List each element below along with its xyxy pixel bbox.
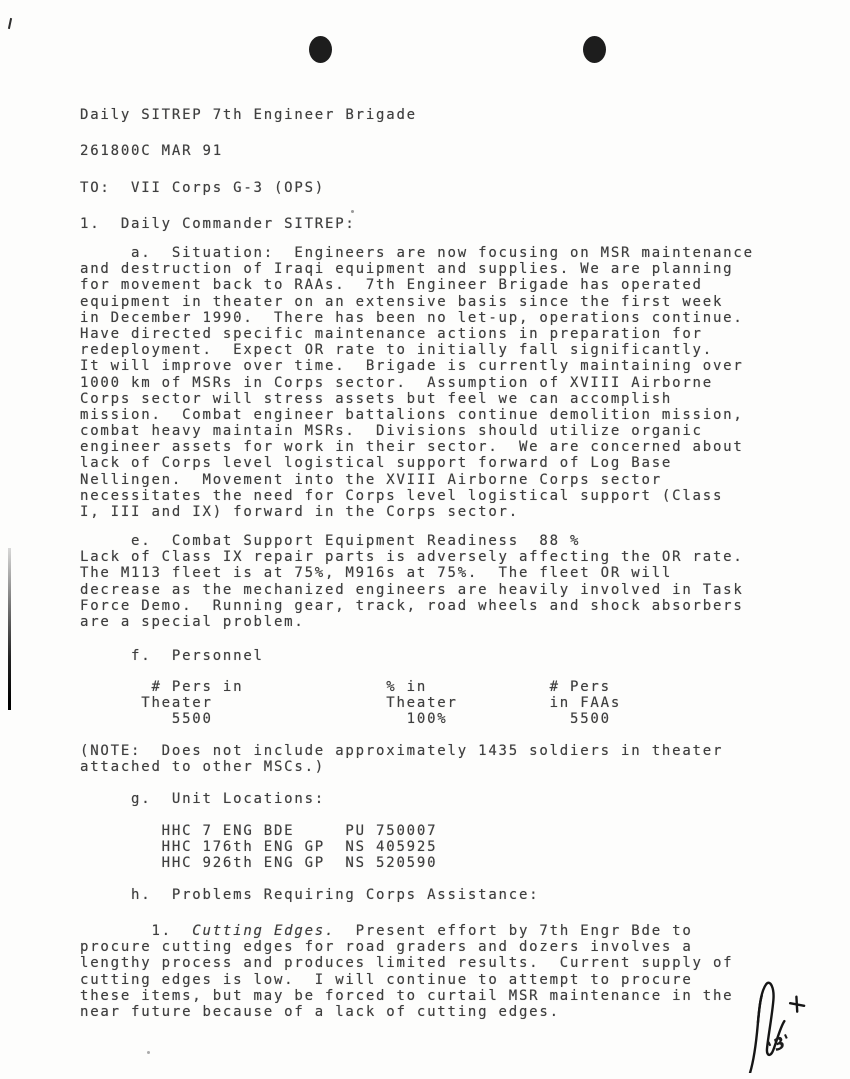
document-line: 5500 100% 5500 (80, 711, 611, 728)
block-para-f-personnel-heading (80, 648, 264, 664)
block-personnel-table (80, 679, 621, 728)
document-line: Lack of Class IX repair parts is adversely affecting the OR rate. (80, 549, 744, 566)
block-personnel-note (80, 743, 723, 775)
document-line: cutting edges is low. I will continue to attempt to procure (80, 971, 693, 988)
document-line: are a special problem. (80, 613, 305, 630)
document-line: lengthy process and produces limited results. Current supply of (80, 955, 734, 972)
document-line: The M113 fleet is at 75%, M916s at 75%. The fleet OR will (80, 565, 673, 582)
document-line: HHC 926th ENG GP NS 520590 (80, 855, 438, 872)
block-date-time-group (80, 143, 223, 159)
document-line: decrease as the mechanized engineers are heavily involved in Task (80, 581, 744, 598)
document-line: and destruction of Iraqi equipment and supplies. We are planning (80, 261, 734, 278)
document-line: lack of Corps level logistical support forward of Log Base (80, 455, 673, 472)
document-line: in December 1990. There has been no let-up, operations continue. (80, 309, 744, 326)
block-para-h1-cutting-edges (80, 923, 733, 1020)
document-line: a. Situation: Engineers are now focusing on MSR maintenance (80, 245, 754, 261)
document-line: for movement back to RAAs. 7th Engineer Brigade has operated (80, 277, 703, 294)
document-line: HHC 7 ENG BDE PU 750007 (80, 823, 438, 839)
block-addressee (80, 180, 325, 196)
document-line: Nellingen. Movement into the XVIII Airborne Corps sector (80, 471, 662, 488)
document-line: Force Demo. Running gear, track, road wheels and shock absorbers (80, 597, 744, 614)
document-line: Theater Theater in FAAs (80, 695, 622, 712)
punch-hole-left (309, 36, 332, 63)
block-para-a-situation (80, 245, 754, 520)
document-line: I, III and IX) forward in the Corps sector. (80, 504, 519, 520)
document-line: 1. Cutting Edges. Present effort by 7th Engr Bde to (80, 923, 693, 939)
document-line: e. Combat Support Equipment Readiness 88 % (80, 533, 581, 549)
document-line: f. Personnel (80, 648, 264, 664)
document-line: these items, but may be forced to curtail MSR maintenance in the (80, 987, 734, 1004)
document-line: redeployment. Expect OR rate to initially fall significantly. (80, 342, 713, 359)
block-title (80, 107, 417, 123)
scan-artifact-tick (8, 18, 12, 29)
document-line: It will improve over time. Brigade is currently maintaining over (80, 358, 744, 375)
document-line: near future because of a lack of cutting edges. (80, 1003, 560, 1020)
document-line: g. Unit Locations: (80, 791, 326, 807)
document-line: HHC 176th ENG GP NS 405925 (80, 839, 438, 856)
document-line: combat heavy maintain MSRs. Divisions should utilize organic (80, 423, 703, 440)
document-line: procure cutting edges for road graders and dozers involves a (80, 939, 693, 956)
document-line: Have directed specific maintenance actions in preparation for (80, 325, 703, 342)
document-line: # Pers in % in # Pers (80, 679, 611, 695)
punch-hole-right (583, 36, 606, 63)
document-line: (NOTE: Does not include approximately 1435 soldiers in theater (80, 743, 724, 759)
handwritten-page-number: '3' (764, 1030, 795, 1058)
document-line: attached to other MSCs.) (80, 759, 326, 776)
block-para-h-problems-heading (80, 887, 539, 903)
document-line: necessitates the need for Corps level logistical support (Class (80, 487, 724, 504)
document-line: h. Problems Requiring Corps Assistance: (80, 887, 540, 903)
document-line: Corps sector will stress assets but feel we can accomplish (80, 390, 673, 407)
block-para-g-unit-locations-heading (80, 791, 325, 807)
scan-artifact-edge-streak (8, 548, 11, 710)
block-para-e-equipment-readiness (80, 533, 744, 630)
block-unit-locations-list (80, 823, 437, 872)
document-line: Daily SITREP 7th Engineer Brigade (80, 107, 417, 123)
block-para-1-heading (80, 216, 356, 232)
document-line: engineer assets for work in their sector. We are concerned about (80, 439, 744, 456)
scan-speck (147, 1051, 150, 1054)
document-line: 1. Daily Commander SITREP: (80, 216, 356, 232)
document-line: 261800C MAR 91 (80, 143, 223, 159)
document-line: TO: VII Corps G-3 (OPS) (80, 180, 326, 196)
document-line: mission. Combat engineer battalions continue demolition mission, (80, 406, 744, 423)
scan-speck (351, 210, 354, 213)
handwritten-scribble-icon (700, 978, 850, 1073)
document-line: equipment in theater on an extensive basis since the first week (80, 293, 724, 310)
document-line: 1000 km of MSRs in Corps sector. Assumption of XVIII Airborne (80, 374, 713, 391)
